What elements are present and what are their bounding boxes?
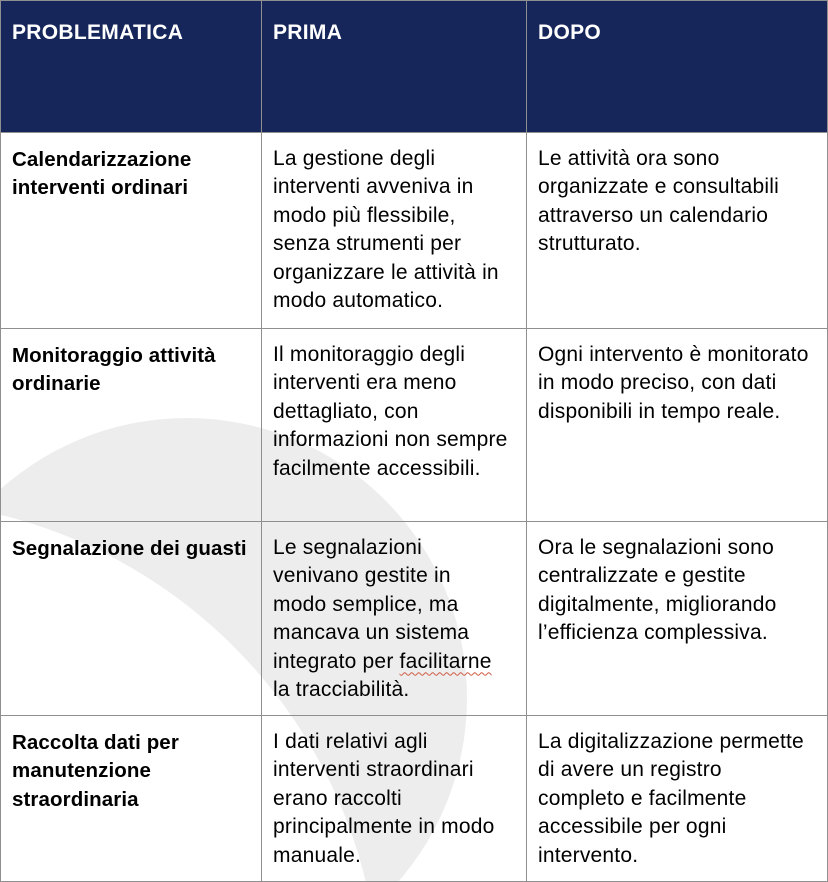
row3-prima-text-after: la tracciabilità.: [273, 678, 410, 702]
cell-row2-problematica: Monitoraggio attività ordinarie: [1, 329, 262, 522]
row3-prima-text-before: Le segnalazioni venivano gestite in modo semplice, ma mancava un sistema integrato per: [273, 536, 470, 673]
header-cell-problematica: PROBLEMATICA: [1, 1, 262, 133]
cell-row1-prima: La gestione degli interventi avveniva in modo più flessibile, senza strumenti per organizzare le attività in modo automatico.: [262, 133, 527, 329]
cell-row1-problematica: Calendarizzazione interventi ordinari: [1, 133, 262, 329]
cell-row1-dopo: Le attività ora sono organizzate e consultabili attraverso un calendario strutturato.: [527, 133, 827, 329]
header-cell-dopo: DOPO: [527, 1, 827, 133]
header-cell-prima: PRIMA: [262, 1, 527, 133]
cell-row3-problematica: Segnalazione dei guasti: [1, 522, 262, 716]
row3-prima-spellcheck-word: facilitarne: [399, 649, 492, 673]
cell-row3-prima: [262, 522, 527, 716]
cell-row2-dopo: Ogni intervento è monitorato in modo preciso, con dati disponibili in tempo reale.: [527, 329, 827, 522]
cell-row2-prima: Il monitoraggio degli interventi era meno dettagliato, con informazioni non sempre facilmente accessibili.: [262, 329, 527, 522]
cell-row4-dopo: La digitalizzazione permette di avere un registro completo e facilmente accessibile per ogni intervento.: [538, 730, 804, 867]
cell-row4-prima: I dati relativi agli interventi straordinari erano raccolti principalmente in modo manuale.: [262, 716, 527, 881]
cell-row4-problematica: Raccolta dati per manutenzione straordinaria: [1, 716, 262, 881]
cell-row3-dopo: Ora le segnalazioni sono centralizzate e gestite digitalmente, migliorando l’efficienza complessiva.: [527, 522, 827, 716]
